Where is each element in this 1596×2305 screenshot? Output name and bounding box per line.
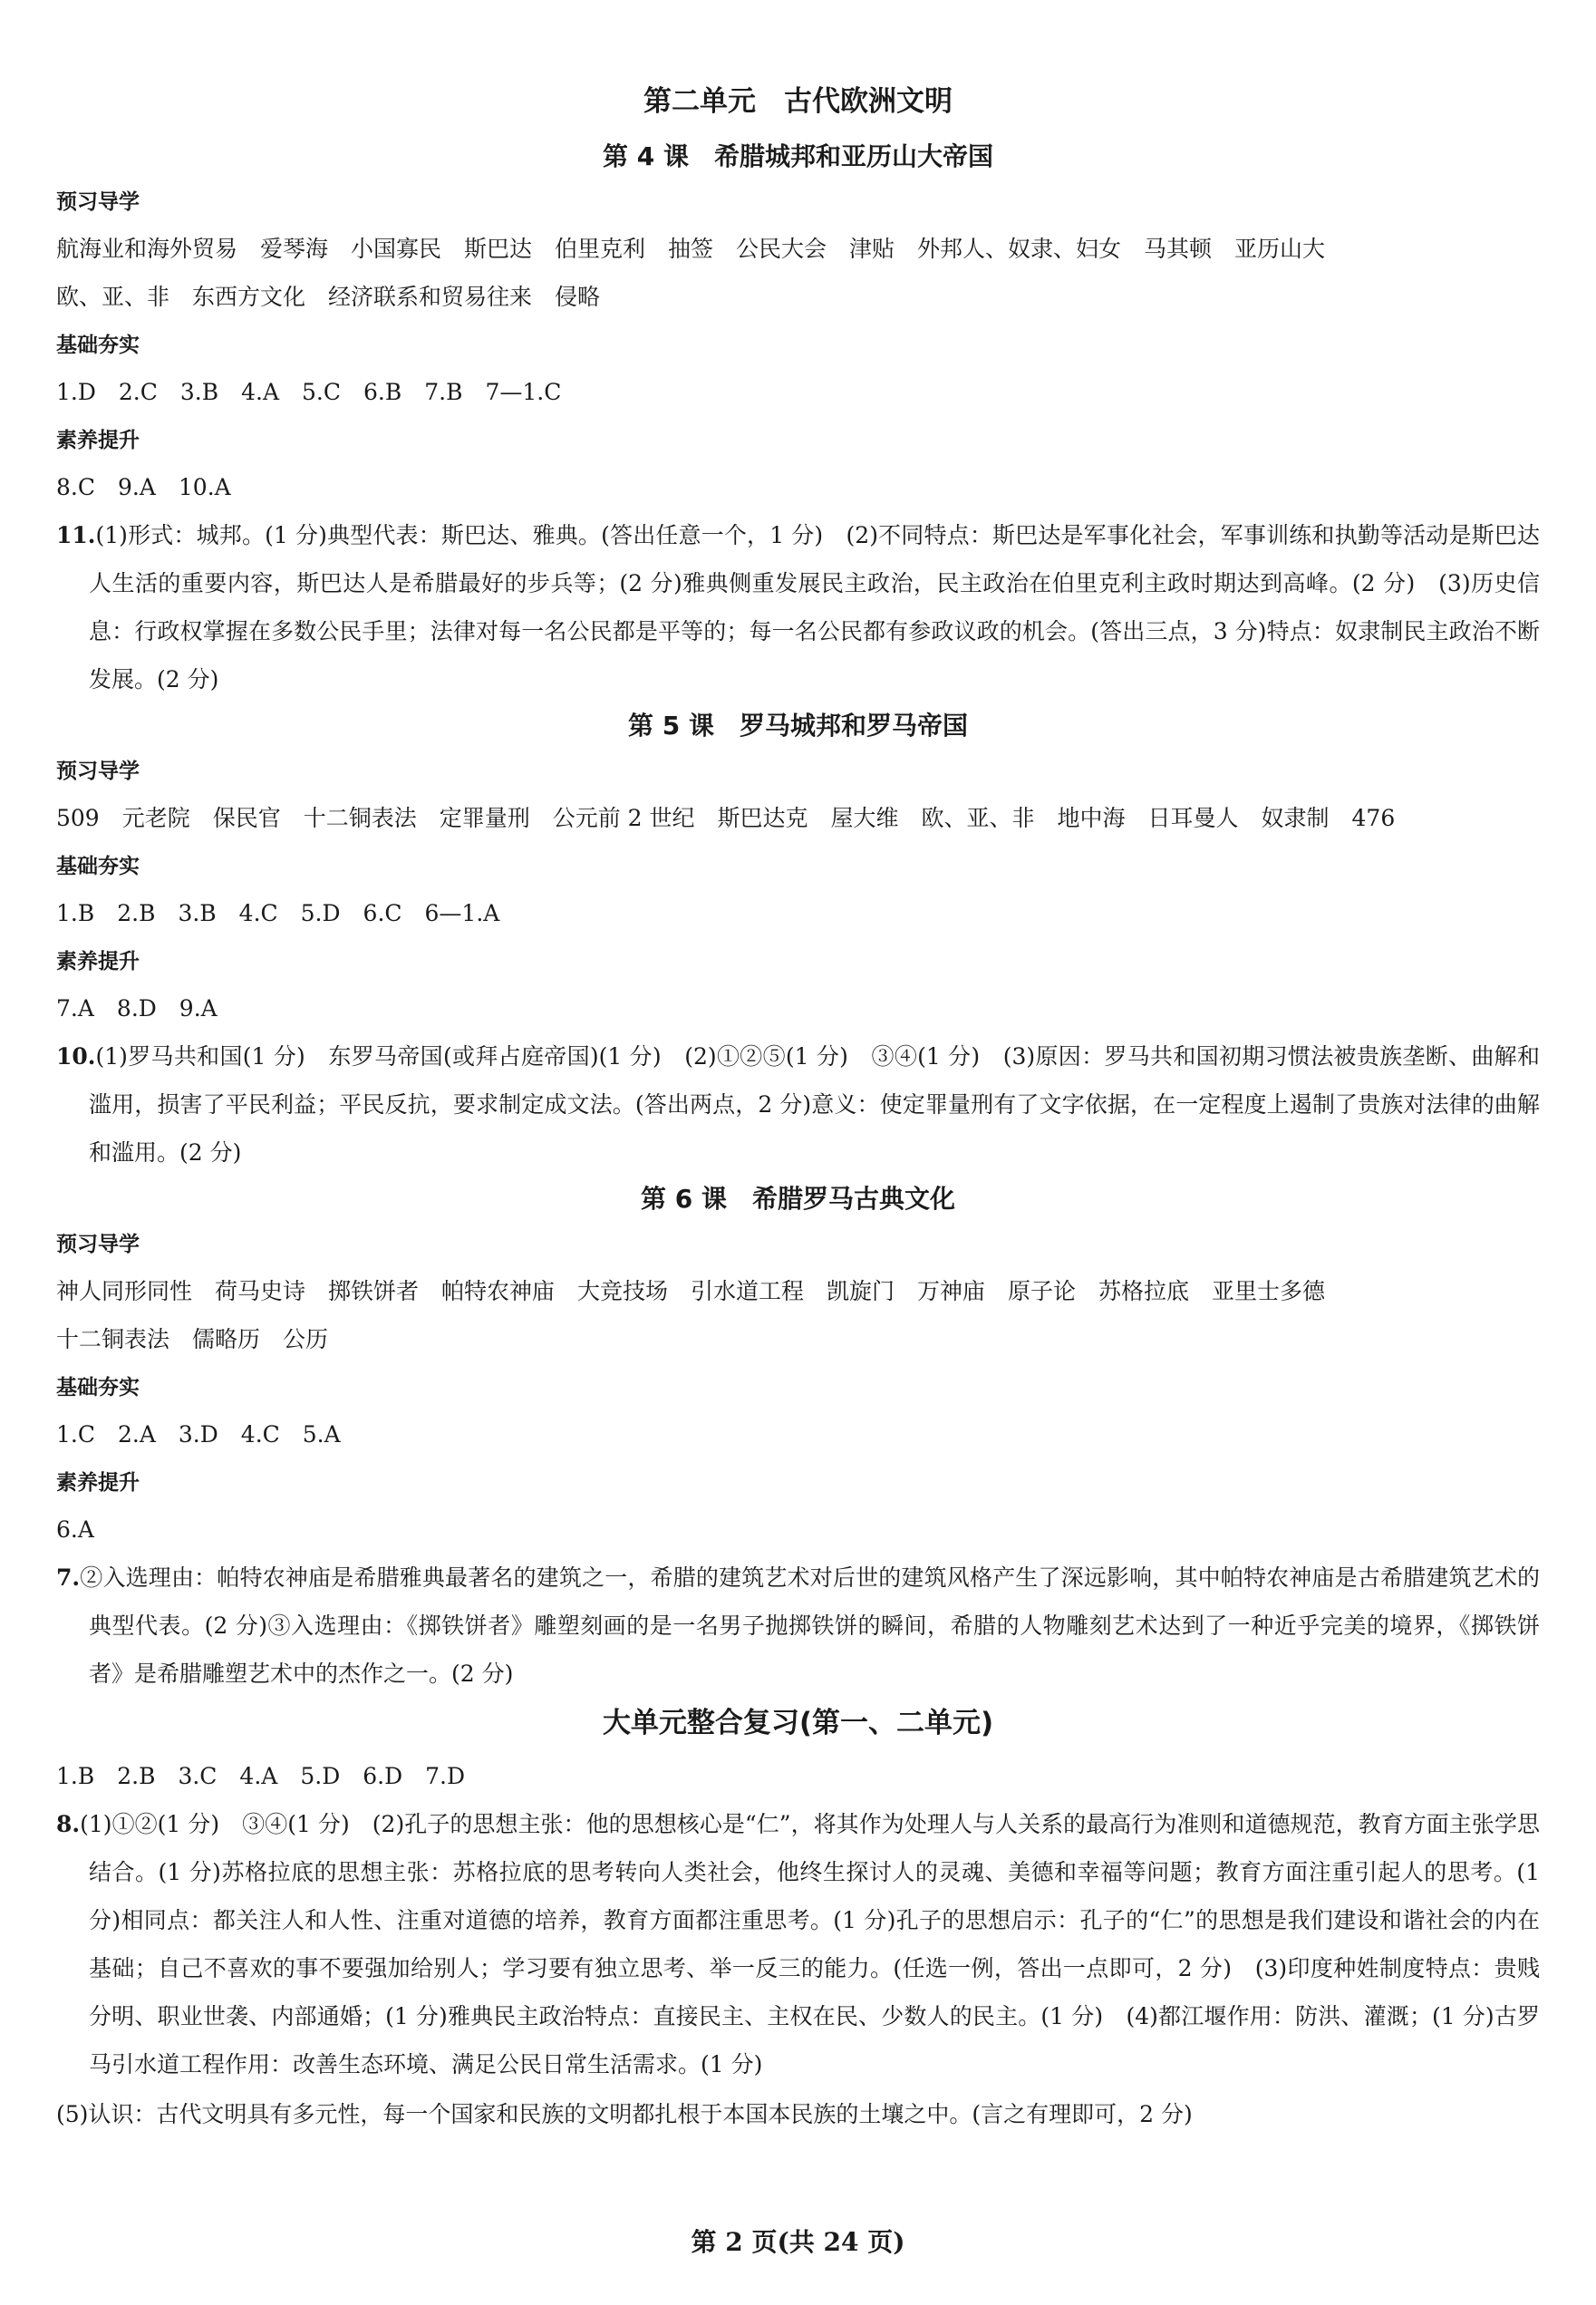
- lesson4-q11-number: 11.: [56, 522, 96, 548]
- lesson6-improve-answers: 6.A: [56, 1516, 94, 1543]
- lesson6-preview-heading: 预习导学: [56, 1233, 140, 1256]
- lesson6-preview-line1: 神人同形同性 荷马史诗 掷铁饼者 帕特农神庙 大竞技场 引水道工程 凯旋门 万神庙 原子论 苏格拉底 亚里士多德: [56, 1278, 1326, 1304]
- lesson6-basic-answers: 1.C 2.A 3.D 4.C 5.A: [56, 1421, 341, 1448]
- lesson4-improve-answers: 8.C 9.A 10.A: [56, 474, 231, 500]
- lesson4-preview-heading: 预习导学: [56, 190, 140, 214]
- lesson5-basic-heading: 基础夯实: [56, 855, 140, 878]
- lesson6-basic-heading: 基础夯实: [56, 1376, 140, 1399]
- lesson4-basic-heading: 基础夯实: [56, 334, 140, 357]
- lesson6-q7: [56, 1554, 1540, 1698]
- review-q8-number: 8.: [56, 1811, 81, 1837]
- lesson4-q11: [56, 511, 1540, 703]
- lesson4-preview-line1: 航海业和海外贸易 爱琴海 小国寡民 斯巴达 伯里克利 抽签 公民大会 津贴 外邦人、奴隶、妇女 马其顿 亚历山大: [56, 236, 1326, 262]
- lesson5-basic-answers: 1.B 2.B 3.B 4.C 5.D 6.C 6—1.A: [56, 900, 500, 926]
- lesson6-q7-text: ②入选理由：帕特农神庙是希腊雅典最著名的建筑之一，希腊的建筑艺术对后世的建筑风格产生了深远影响，其中帕特农神庙是古希腊建筑艺术的典型代表。(2 分)③入选理由：《掷铁饼者》雕塑刻画的是一名男子抛掷铁饼的瞬间，希腊的人物雕刻艺术达到了一种近乎完美的境界，《掷铁饼者》是希腊雕塑艺术中的杰作之一。(2 分): [80, 1564, 1540, 1687]
- page-footer: 第 2 页(共 24 页): [691, 2227, 905, 2257]
- lesson5-title: 第 5 课 罗马城邦和罗马帝国: [628, 711, 968, 741]
- lesson5-q10-number: 10.: [56, 1043, 96, 1070]
- unit-title: 第二单元 古代欧洲文明: [643, 85, 953, 118]
- lesson6-improve-heading: 素养提升: [56, 1471, 140, 1495]
- lesson4-basic-answers: 1.D 2.C 3.B 4.A 5.C 6.B 7.B 7—1.C: [56, 379, 562, 405]
- lesson5-preview-heading: 预习导学: [56, 760, 140, 783]
- lesson6-q7-number: 7.: [56, 1564, 81, 1591]
- lesson4-preview-line2: 欧、亚、非 东西方文化 经济联系和贸易往来 侵略: [56, 284, 601, 310]
- lesson4-q11-text: (1)形式：城邦。(1 分)典型代表：斯巴达、雅典。(答出任意一个，1 分) (2)不同特点：斯巴达是军事化社会，军事训练和执勤等活动是斯巴达人生活的重要内容，斯巴达人是希腊最好的步兵等；(2 分)雅典侧重发展民主政治，民主政治在伯里克利主政时期达到高峰。(2 分) (3)历史信息：行政权掌握在多数公民手里；法律对每一名公民都是平等的；每一名公民都有参政议政的机会。(答出三点，3 分)特点：奴隶制民主政治不断发展。(2 分): [89, 522, 1540, 692]
- lesson5-improve-answers: 7.A 8.D 9.A: [56, 995, 218, 1022]
- review-q8-part5: (5)认识：古代文明具有多元性，每一个国家和民族的文明都扎根于本国本民族的土壤之中。(言之有理即可，2 分): [56, 2101, 1193, 2127]
- review-q8-text: (1)①②(1 分) ③④(1 分) (2)孔子的思想主张：他的思想核心是“仁”，将其作为处理人与人关系的最高行为准则和道德规范，教育方面主张学思结合。(1 分)苏格拉底的思想主张：苏格拉底的思考转向人类社会，他终生探讨人的灵魂、美德和幸福等问题；教育方面注重引起人的思考。(1 分)相同点：都关注人和人性、注重对道德的培养，教育方面都注重思考。(1 分)孔子的思想启示：孔子的“仁”的思想是我们建设和谐社会的内在基础；自己不喜欢的事不要强加给别人；学习要有独立思考、举一反三的能力。(任选一例，答出一点即可，2 分) (3)印度种姓制度特点：贵贱分明、职业世袭、内部通婚；(1 分)雅典民主政治特点：直接民主、主权在民、少数人的民主。(1 分) (4)都江堰作用：防洪、灌溉；(1 分)古罗马引水道工程作用：改善生态环境、满足公民日常生活需求。(1 分): [80, 1811, 1540, 2077]
- review-answers: 1.B 2.B 3.C 4.A 5.D 6.D 7.D: [56, 1763, 466, 1789]
- lesson6-preview-line2: 十二铜表法 儒略历 公历: [56, 1326, 329, 1352]
- review-title: 大单元整合复习(第一、二单元): [602, 1707, 994, 1739]
- lesson5-improve-heading: 素养提升: [56, 950, 140, 973]
- lesson5-q10-text: (1)罗马共和国(1 分) 东罗马帝国(或拜占庭帝国)(1 分) (2)①②⑤(1 分) ③④(1 分) (3)原因：罗马共和国初期习惯法被贵族垄断、曲解和滥用，损害了平民利益；平民反抗，要求制定成文法。(答出两点，2 分)意义：使定罪量刑有了文字依据，在一定程度上遏制了贵族对法律的曲解和滥用。(2 分): [89, 1043, 1540, 1166]
- lesson5-q10: [56, 1032, 1540, 1177]
- lesson6-title: 第 6 课 希腊罗马古典文化: [641, 1184, 955, 1214]
- lesson5-preview-line1: 509 元老院 保民官 十二铜表法 定罪量刑 公元前 2 世纪 斯巴达克 屋大维 欧、亚、非 地中海 日耳曼人 奴隶制 476: [56, 805, 1396, 831]
- lesson4-improve-heading: 素养提升: [56, 429, 140, 452]
- review-q8: [56, 1800, 1540, 2088]
- lesson4-title: 第 4 课 希腊城邦和亚历山大帝国: [603, 141, 993, 171]
